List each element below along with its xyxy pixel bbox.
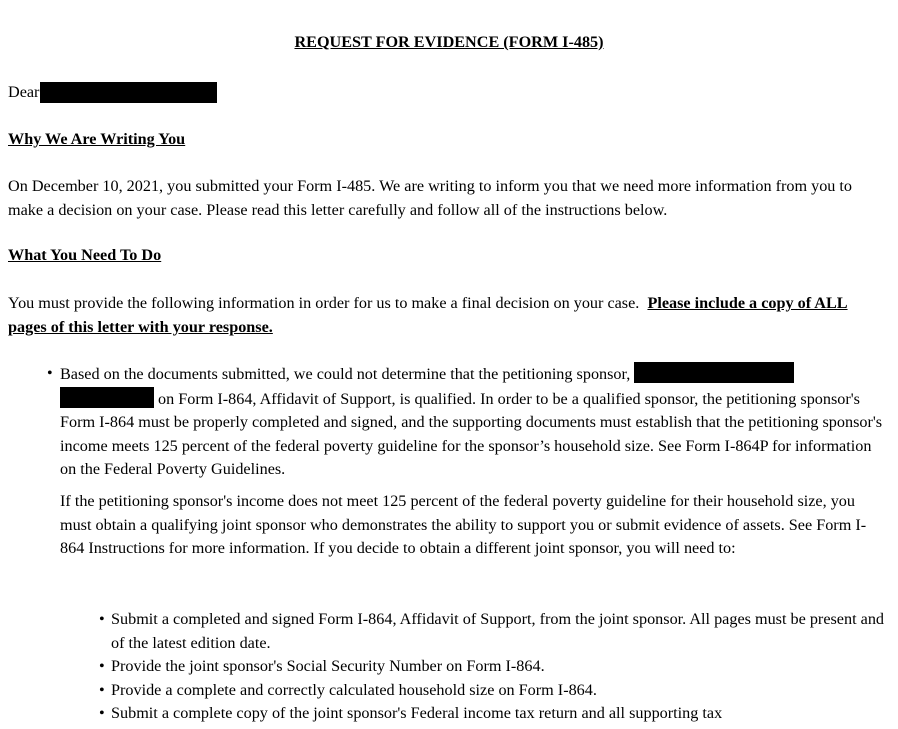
list-item: • Submit a complete copy of the joint sponsor's Federal income tax return and all supporting tax [99,704,723,722]
list-item: • Provide the joint sponsor's Social Security Number on Form I-864. [99,657,545,675]
list-item: • Submit a completed and signed Form I-864, Affidavit of Support, from the joint sponsor. All pages must be present and of the latest edition date. [99,610,885,652]
list-item: • Provide a complete and correctly calculated household size on Form I-864. [99,680,597,699]
salutation: Dear [8,83,40,101]
letter-title: REQUEST FOR EVIDENCE (FORM I-485) [294,33,604,51]
why-paragraph: On December 10, 2021, you submitted your Form I-485. We are writing to inform you that we need more information from you to make a decision on your case. Please read this letter carefully and follow all of the instructions below. [8,177,853,219]
joint-sponsor-requirements-list [99,608,889,726]
bullet-paragraph [60,362,887,482]
redacted-sponsor-name [634,362,794,383]
redacted-recipient-name [40,82,217,103]
bullet-dot: • [47,365,53,382]
what-text: You must provide the following information in order for us to make a final decision on your case. [8,294,640,312]
bullet-text-part2: on Form I-864, Affidavit of Support, is qualified. In order to be a qualified sponsor, the petitioning sponsor's Form I-864 must be properly completed and signed, and the supporting documents must establish that the petitioning sponsor's income meets 125 percent of the federal poverty guideline for the sponsor’s household size. See Form I-864P for information on the Federal Poverty Guidelines. [60,389,883,478]
salutation-row [8,81,217,105]
redacted-sponsor-name-continued [60,387,154,408]
bullet-followup-paragraph: If the petitioning sponsor's income does not meet 125 percent of the federal poverty guideline for their household size, you must obtain a qualifying joint sponsor who demonstrates the ability to support you or submit evidence of assets. See Form I-864 Instructions for more information. If you decide to obtain a different joint sponsor, you will need to: [60,492,867,557]
why-heading: Why We Are Writing You [8,130,186,148]
what-emphasis: Please include a copy of ALL pages of this letter with your response. [8,294,848,336]
what-heading: What You Need To Do [8,246,162,264]
bullet-text-part1: Based on the documents submitted, we could not determine that the petitioning sponsor, [60,365,631,383]
what-paragraph [8,292,888,339]
